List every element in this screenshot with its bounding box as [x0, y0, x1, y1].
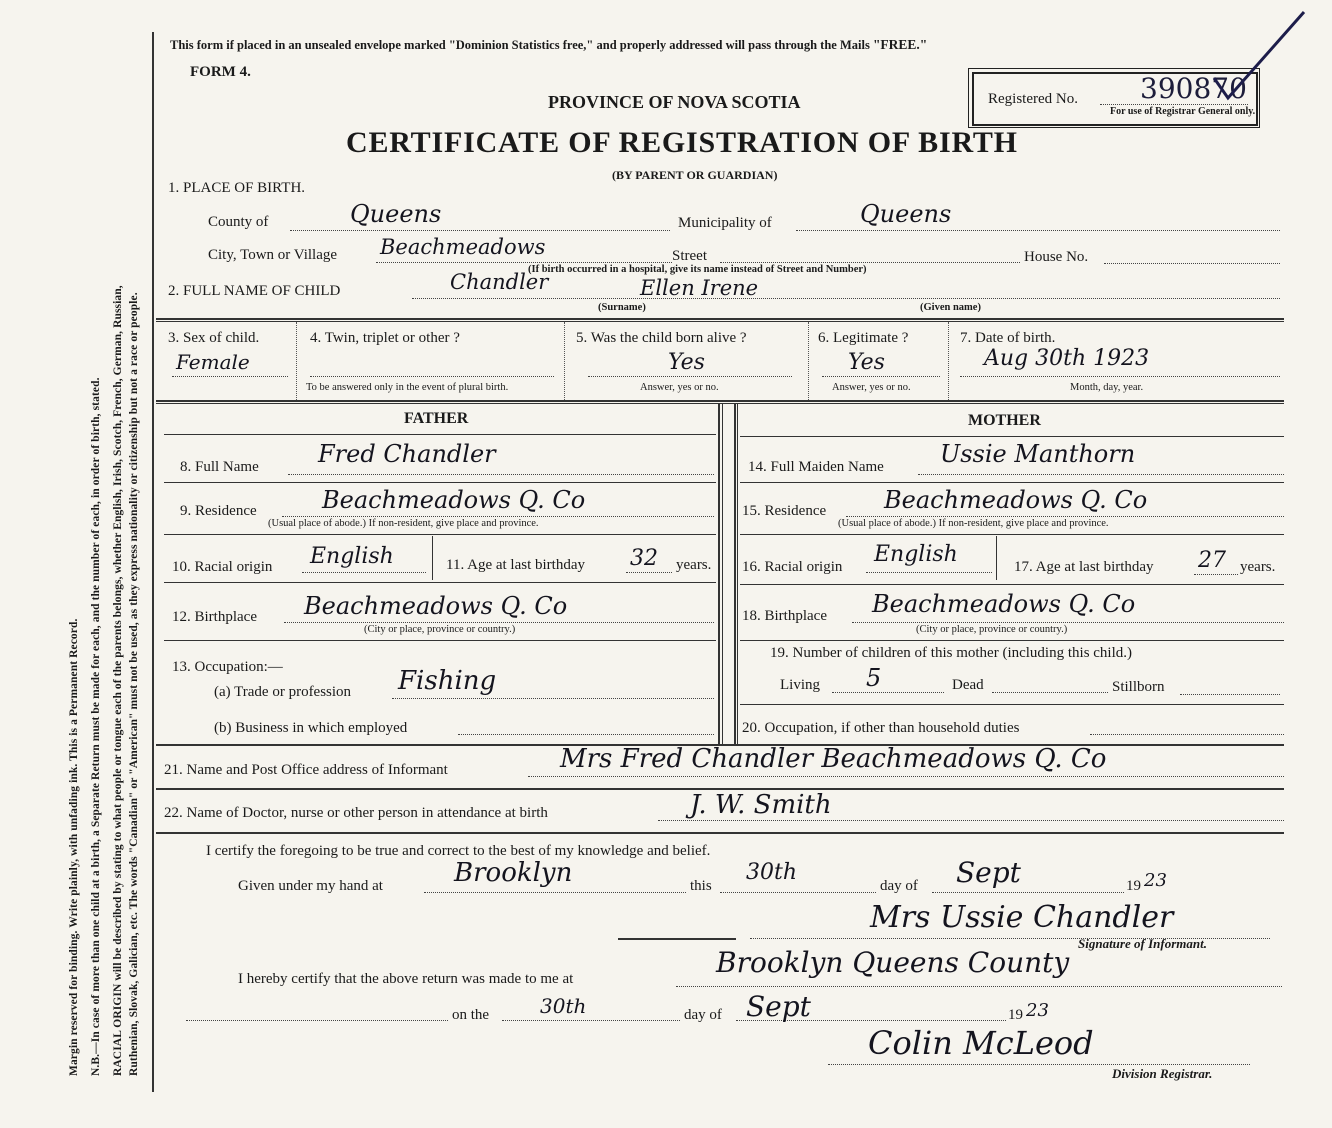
page-subtitle: (BY PARENT OR GUARDIAN): [612, 168, 778, 182]
given-day-value: 30th: [746, 860, 798, 885]
date-of-birth-value: Aug 30th 1923: [984, 346, 1150, 371]
father-age-line: [626, 572, 672, 573]
city-value: Beachmeadows: [380, 235, 546, 259]
born-alive-line: [588, 376, 792, 377]
doctor-line: [658, 820, 1284, 821]
mother-occupation-label: 20. Occupation, if other than household duties: [742, 720, 1020, 736]
sex-line: [172, 376, 288, 377]
given-year-prefix: 19: [1126, 878, 1141, 894]
day-of-label: day of: [880, 878, 918, 894]
father-birthplace-note: (City or place, province or country.): [364, 624, 516, 635]
father-birthplace-label: 12. Birthplace: [172, 609, 257, 625]
father-age-value: 32: [630, 546, 658, 571]
given-day-line: [720, 892, 876, 893]
trade-value: Fishing: [398, 666, 497, 696]
mother-birthplace-line: [852, 622, 1284, 623]
mother-race-divider: [996, 536, 997, 580]
municipality-value: Queens: [860, 200, 952, 228]
mother-birthplace-note: (City or place, province or country.): [916, 624, 1068, 635]
doctor-rule: [156, 832, 1284, 834]
date-of-birth-line: [960, 376, 1280, 377]
registrar-signature: Colin McLeod: [868, 1024, 1094, 1062]
mother-occupation-line: [1090, 734, 1284, 735]
mother-name-value: Ussie Manthorn: [940, 440, 1136, 468]
father-heading-rule: [164, 434, 716, 435]
informant-label: 21. Name and Post Office address of Informant: [164, 762, 448, 778]
row3-bottom-rule-2: [156, 403, 1284, 404]
mother-name-label: 14. Full Maiden Name: [748, 459, 884, 475]
mother-name-line: [918, 474, 1284, 475]
signature-left-rule: [618, 938, 736, 940]
father-race-value: English: [310, 544, 394, 569]
row3-divider-3: [808, 322, 809, 400]
hospital-note: (If birth occurred in a hospital, give its name instead of Street and Number): [528, 264, 867, 275]
mother-birthplace-label: 18. Birthplace: [742, 608, 827, 624]
mother-rule-2: [740, 534, 1284, 535]
given-name-note: (Given name): [920, 302, 981, 313]
margin-line-3: RACIAL ORIGIN will be described by stating to what people or tongue each of the parents belongs, whether English, Irish, Scotch, French, German, Russian,: [112, 285, 124, 1076]
row3-bottom-rule: [156, 400, 1284, 402]
father-residence-value: Beachmeadows Q. Co: [322, 486, 586, 514]
born-alive-value: Yes: [668, 350, 705, 375]
father-heading: FATHER: [404, 410, 469, 427]
county-value: Queens: [350, 200, 442, 228]
child-name-line: [412, 298, 1280, 299]
house-no-label: House No.: [1024, 249, 1089, 265]
children-count-label: 19. Number of children of this mother (including this child.): [770, 645, 1133, 661]
form-number: FORM 4.: [190, 64, 251, 80]
checkmark-icon: [1200, 8, 1310, 108]
stillborn-line: [1180, 694, 1280, 695]
doctor-label: 22. Name of Doctor, nurse or other person in attendance at birth: [164, 805, 548, 821]
legitimate-value: Yes: [848, 350, 885, 375]
registrar-year-value: 23: [1026, 1000, 1049, 1021]
municipality-line: [796, 230, 1280, 231]
born-alive-note: Answer, yes or no.: [640, 382, 719, 393]
child-surname: Chandler: [450, 270, 549, 294]
municipality-label: Municipality of: [678, 215, 772, 231]
father-rule-3: [164, 582, 716, 583]
informant-value: Mrs Fred Chandler Beachmeadows Q. Co: [560, 744, 1107, 774]
father-name-value: Fred Chandler: [318, 440, 496, 468]
registrar-day-value: 30th: [540, 994, 587, 1018]
registrar-day-line: [502, 1020, 680, 1021]
registrar-month-value: Sept: [746, 990, 811, 1023]
registrar-place-line: [676, 986, 1282, 987]
father-right-border: [718, 404, 720, 744]
mother-age-unit: years.: [1240, 559, 1276, 575]
signature-of-informant-label: Signature of Informant.: [1078, 936, 1207, 951]
legitimate-note: Answer, yes or no.: [832, 382, 911, 393]
mother-rule-1: [740, 482, 1284, 483]
sex-value: Female: [176, 350, 250, 374]
certify-statement: I certify the foregoing to be true and correct to the best of my knowledge and belief.: [206, 843, 711, 859]
surname-note: (Surname): [598, 302, 646, 313]
registered-no-label: Registered No.: [988, 91, 1078, 107]
mother-race-label: 16. Racial origin: [742, 559, 843, 575]
date-of-birth-note: Month, day, year.: [1070, 382, 1144, 393]
mother-race-line: [866, 572, 992, 573]
father-residence-label: 9. Residence: [180, 503, 257, 519]
mother-rule-3: [740, 584, 1284, 585]
margin-line-1: Margin reserved for binding. Write plainly, with unfading ink. This is a Permanent Record.: [68, 618, 80, 1076]
father-age-label: 11. Age at last birthday: [446, 557, 585, 573]
registrar-statement: I hereby certify that the above return was made to me at: [238, 971, 574, 987]
registrar-place-value: Brooklyn Queens County: [716, 946, 1070, 979]
row3-divider-4: [948, 322, 949, 400]
sex-label: 3. Sex of child.: [168, 330, 260, 346]
on-the-label: on the: [452, 1007, 490, 1023]
given-place-line: [424, 892, 686, 893]
registered-number: 390870: [1140, 72, 1247, 105]
born-alive-label: 5. Was the child born alive ?: [576, 330, 747, 346]
row3-divider-2: [564, 322, 565, 400]
twin-label: 4. Twin, triplet or other ?: [310, 330, 460, 346]
county-label: County of: [208, 214, 269, 230]
child-given-name: Ellen Irene: [640, 276, 759, 300]
father-birthplace-line: [284, 622, 714, 623]
registrar-day-of-label: day of: [684, 1007, 722, 1023]
informant-line: [528, 776, 1284, 777]
street-label: Street: [672, 248, 707, 264]
business-label: (b) Business in which employed: [214, 720, 408, 736]
mother-age-value: 27: [1198, 548, 1226, 573]
this-label: this: [690, 878, 712, 894]
mother-rule-5: [740, 704, 1284, 705]
date-of-birth-label: 7. Date of birth.: [960, 330, 1056, 346]
living-value: 5: [866, 664, 882, 692]
mother-left-border-2: [737, 404, 738, 744]
mailing-notice: This form if placed in an unsealed envelope marked "Dominion Statistics free," and properly addressed will pass through the Mails "FREE.": [170, 37, 928, 52]
registrar-signature-line: [828, 1064, 1250, 1065]
county-line: [290, 230, 670, 231]
city-label: City, Town or Village: [208, 247, 338, 263]
registrar-only-note: For use of Registrar General only.: [1110, 106, 1256, 117]
city-line: [376, 262, 672, 263]
father-race-label: 10. Racial origin: [172, 559, 273, 575]
dead-line: [992, 692, 1108, 693]
given-month-line: [932, 892, 1124, 893]
twin-note: To be answered only in the event of plural birth.: [306, 382, 509, 393]
father-race-divider: [432, 536, 433, 580]
given-month-value: Sept: [956, 856, 1021, 889]
given-year-value: 23: [1144, 870, 1167, 891]
mother-birthplace-value: Beachmeadows Q. Co: [872, 590, 1136, 618]
margin-line-4: Ruthenian, Slovak, Galician, etc. The words "Canadian" or "American" must not be used, as they express nationality or citizenship but not a race or people.: [128, 292, 140, 1076]
margin-rule: [152, 32, 154, 1092]
margin-line-2: N.B.—In case of more than one child at a birth, a Separate Return must be made for each, and the number of each, in order of birth, stated.: [90, 377, 102, 1076]
father-birthplace-value: Beachmeadows Q. Co: [304, 592, 568, 620]
place-of-birth-heading: 1. PLACE OF BIRTH.: [168, 180, 306, 196]
province-heading: PROVINCE OF NOVA SCOTIA: [548, 92, 801, 112]
house-no-line: [1104, 263, 1280, 264]
legitimate-line: [822, 376, 940, 377]
legitimate-label: 6. Legitimate ?: [818, 330, 909, 346]
page-title: CERTIFICATE OF REGISTRATION OF BIRTH: [346, 126, 1018, 159]
business-line: [458, 734, 714, 735]
child-name-label: 2. FULL NAME OF CHILD: [168, 283, 341, 299]
margin-instructions: [0, 0, 150, 1128]
father-residence-note: (Usual place of abode.) If non-resident, give place and province.: [268, 518, 539, 529]
division-registrar-label: Division Registrar.: [1112, 1066, 1213, 1081]
twin-line: [310, 376, 554, 377]
father-name-line: [288, 474, 714, 475]
mother-residence-label: 15. Residence: [742, 503, 827, 519]
mother-residence-note: (Usual place of abode.) If non-resident, give place and province.: [838, 518, 1109, 529]
mother-rule-4: [740, 640, 1284, 641]
street-line: [720, 262, 1020, 263]
row3-top-rule-2: [156, 321, 1284, 322]
mother-left-border: [734, 404, 736, 744]
mother-age-line: [1194, 574, 1238, 575]
registrar-lead-line: [186, 1020, 448, 1021]
informant-signature: Mrs Ussie Chandler: [870, 900, 1174, 935]
row3-divider-1: [296, 322, 297, 400]
doctor-value: J. W. Smith: [690, 790, 832, 820]
father-name-label: 8. Full Name: [180, 459, 259, 475]
mother-residence-value: Beachmeadows Q. Co: [884, 486, 1148, 514]
mother-race-value: English: [874, 542, 958, 567]
mother-residence-line: [846, 516, 1284, 517]
father-rule-1: [164, 482, 716, 483]
father-age-unit: years.: [676, 557, 712, 573]
row3-top-rule: [156, 318, 1284, 320]
father-occupation-label: 13. Occupation:—: [172, 659, 283, 675]
registrar-year-prefix: 19: [1008, 1007, 1023, 1023]
living-line: [832, 692, 944, 693]
father-residence-line: [282, 516, 714, 517]
living-label: Living: [780, 677, 820, 693]
given-under-hand-label: Given under my hand at: [238, 878, 383, 894]
mother-age-label: 17. Age at last birthday: [1014, 559, 1154, 575]
trade-label: (a) Trade or profession: [214, 684, 352, 700]
father-rule-4: [164, 640, 716, 641]
mother-heading-rule: [740, 436, 1284, 437]
given-place-value: Brooklyn: [454, 858, 573, 888]
trade-line: [392, 698, 714, 699]
father-rule-2: [164, 534, 716, 535]
mother-heading: MOTHER: [968, 412, 1041, 429]
father-race-line: [302, 572, 426, 573]
father-right-border-2: [722, 404, 723, 744]
stillborn-label: Stillborn: [1112, 679, 1165, 695]
dead-label: Dead: [952, 677, 984, 693]
